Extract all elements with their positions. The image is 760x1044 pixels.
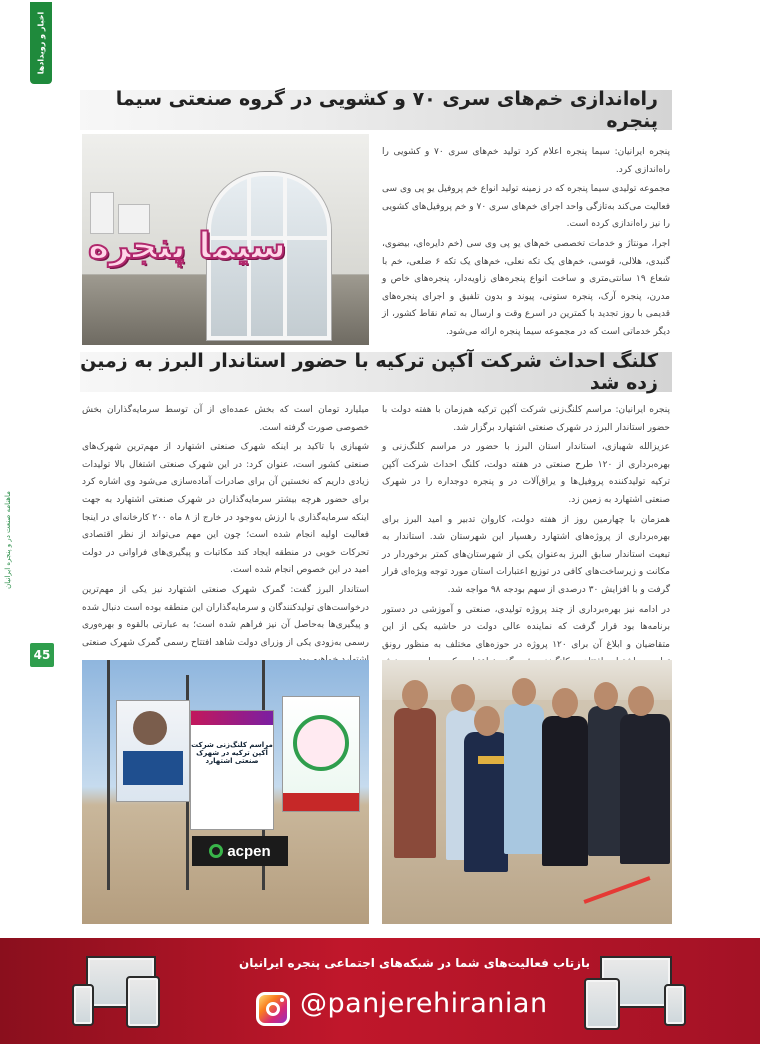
article2-paragraph: میلیارد تومان است که بخش عمده‌ای از آن توسط سرمایه‌گذاران بخش خصوصی صورت گرفته است.	[82, 405, 369, 433]
ceremony-shovel	[478, 756, 504, 764]
instagram-icon[interactable]	[256, 992, 290, 1026]
article1-paragraph: پنجره ایرانیان: سیما پنجره اعلام کرد تولید خم‌های سری ۷۰ و کشویی را راه‌اندازی کرد.	[382, 147, 670, 175]
article1-paragraph: اجرا، مونتاژ و خدمات تخصصی خم‌های یو پی وی سی (خم دایره‌ای، بیضوی، گنبدی، هلالی، قوسی، خم‌های یک تکه نعلی، خم‌های یک تکه ۶ ضلعی، خم با شعاع ۱۹ سانتی‌متری و ساخت انواع پنجره‌های زاویه‌دار، پنجره‌های خاص و مدرن، پنجره آرک، پنجره ستونی، پیوند و بدون تلفیق و اجرای پنجره‌های قدیمی با روز تجدید با کمترین در اسرع وقت و ارسال به تمام نقاط کشور، از دیگر خدماتی است که در مجموعه سیما پنجره ارائه می‌شود.	[382, 238, 670, 337]
article2-paragraph: شهبازی با تاکید بر اینکه شهرک صنعتی اشتهارد از مهم‌ترین شهرک‌های صنعتی کشور است، عنوان کرد: در این شهرک صنعتی اشتغال بالا تولیدات زیادی داریم که نخستین آن برای صادرات آماده‌سازی می‌شود وی اشاره کرد برای حضور هرچه بیشتر سرمایه‌گذاران در شهرک صنعتی اشتهارد به جهت اینکه سرمایه‌گذاری با ارزش به‌وجود در خارج از ۸ ماه ۲۰۰ کارخانه‌ای در اینجا فعالیت اولیه انجام شده است؛ چون این مهم می‌تواند از نظر اقتصادی تحرکات خوبی در منطقه ایجاد کند مکاتبات و پیگیری‌های فراوانی در دولت امید در این خصوص انجام شده است.	[82, 442, 369, 576]
footer-message: بازتاب فعالیت‌های شما در شبکه‌های اجتماعی پنجره ایرانیان	[239, 956, 590, 970]
instagram-handle[interactable]: @panjerehiranian	[300, 988, 548, 1019]
article1-body	[382, 144, 670, 344]
page-number: 45	[30, 643, 54, 667]
social-footer	[0, 938, 760, 1044]
groundbreaking-banners-photo	[82, 660, 369, 924]
groundbreaking-ceremony-photo	[382, 660, 672, 924]
article2-paragraph: همزمان با چهارمین روز از هفته دولت، کاروان تدبیر و امید البرز برای بهره‌برداری از پروژه‌های اشتهارد رهسپار این شهرستان شد. استاندار به تبعیت استاندار سابق البرز به‌عنوان یکی از شهرستان‌های کمتر برخوردار در مکانت و زیرساخت‌های کافی در توزیع اعتبارات استان مورد توجه ویژه‌ای قرار گرفت و با افزایش ۳۰ درصدی از سهم بودجه ۹۸ مواجه شد.	[382, 514, 670, 595]
section-tab	[30, 2, 52, 84]
running-head	[2, 430, 14, 650]
article2-right-column	[382, 402, 670, 652]
phone-device-icon	[72, 984, 94, 1026]
acpen-logo-icon	[209, 844, 223, 858]
acpen-logo-text: acpen	[227, 842, 271, 860]
banner-right	[282, 696, 360, 812]
article2-left-column	[82, 402, 369, 652]
article1-title: راه‌اندازی خم‌های سری ۷۰ و کشویی در گروه صنعتی سیما پنجره	[115, 88, 658, 132]
phone-device-icon	[664, 984, 686, 1026]
tablet-device-icon	[126, 976, 160, 1028]
article1-photo-brand: سیما پنجره	[88, 226, 287, 267]
article2-paragraph: پنجره ایرانیان: مراسم کلنگ‌زنی شرکت آکپن ترکیه هم‌زمان با هفته دولت با حضور استاندار البرز در شهرک صنعتی اشتهارد برگزار شد.	[382, 405, 670, 433]
acpen-logo	[192, 836, 288, 866]
section-tab-label: اخبار و رویدادها	[36, 11, 46, 75]
article1-headline	[80, 90, 672, 130]
running-head-label: ماهنامه صنعت در و پنجره ایرانیان	[4, 491, 12, 589]
banner-center	[190, 710, 274, 830]
banner-left	[116, 700, 190, 802]
article2-paragraph: استاندار البرز گفت: گمرک شهرک صنعتی اشتهارد نیز یکی از مهم‌ترین درخواست‌های تولیدکنندگان و سرمایه‌گذاران این منطقه بوده است دنبال شده و پیگیری‌ها به‌حاصل آن نیز فراهم شده است؛ به عبارتی بالقوه و بهره‌وری رسمی به‌زودی یکی از وزرای دولت شاهد افتتاح رسمی گمرک شهرک صنعتی	[82, 584, 369, 648]
tablet-device-icon	[584, 978, 620, 1030]
article2-headline	[80, 352, 672, 392]
article1-paragraph: مجموعه تولیدی سیما پنجره که در زمینه تولید انواع خم پروفیل یو پی وی سی فعالیت می‌کند به‌تازگی واحد اجرای خم‌های سری ۷۰ و خم پروفیل‌های کشویی را نیز راه‌اندازی کرده است.	[382, 184, 671, 230]
article2-paragraph: عزیزالله شهبازی، استاندار استان البرز با حضور در مراسم کلنگ‌زنی و بهره‌برداری از ۱۲۰ طرح صنعتی در هفته دولت، کلنگ احداث شرکت آکپن ترکیه تولیدکننده پروفیل‌ها و یراق‌آلات در و پنجره دوجداره را در شهرک صنعتی اشتهارد به زمین زد.	[382, 442, 670, 505]
article1-photo	[82, 134, 369, 345]
banner-center-text: مراسم کلنگ‌زنی شرکت آکپن ترکیه در شهرک صنعتی اشتهارد	[191, 741, 273, 765]
article2-title: کلنگ احداث شرکت آکپن ترکیه با حضور استاندار البرز به زمین زده شد	[80, 350, 658, 394]
article2-paragraph: در ادامه نیز بهره‌برداری از چند پروژه تولیدی، صنعتی و آموزشی در دستور برنامه‌ها بود قرار گرفت که نماینده عالی دولت در حاشیه یکی از این متقاضیان و ابلاغ آن برای ۱۲۰ پروژه در حوزه‌های مختلف به منظور رونق	[382, 604, 671, 650]
